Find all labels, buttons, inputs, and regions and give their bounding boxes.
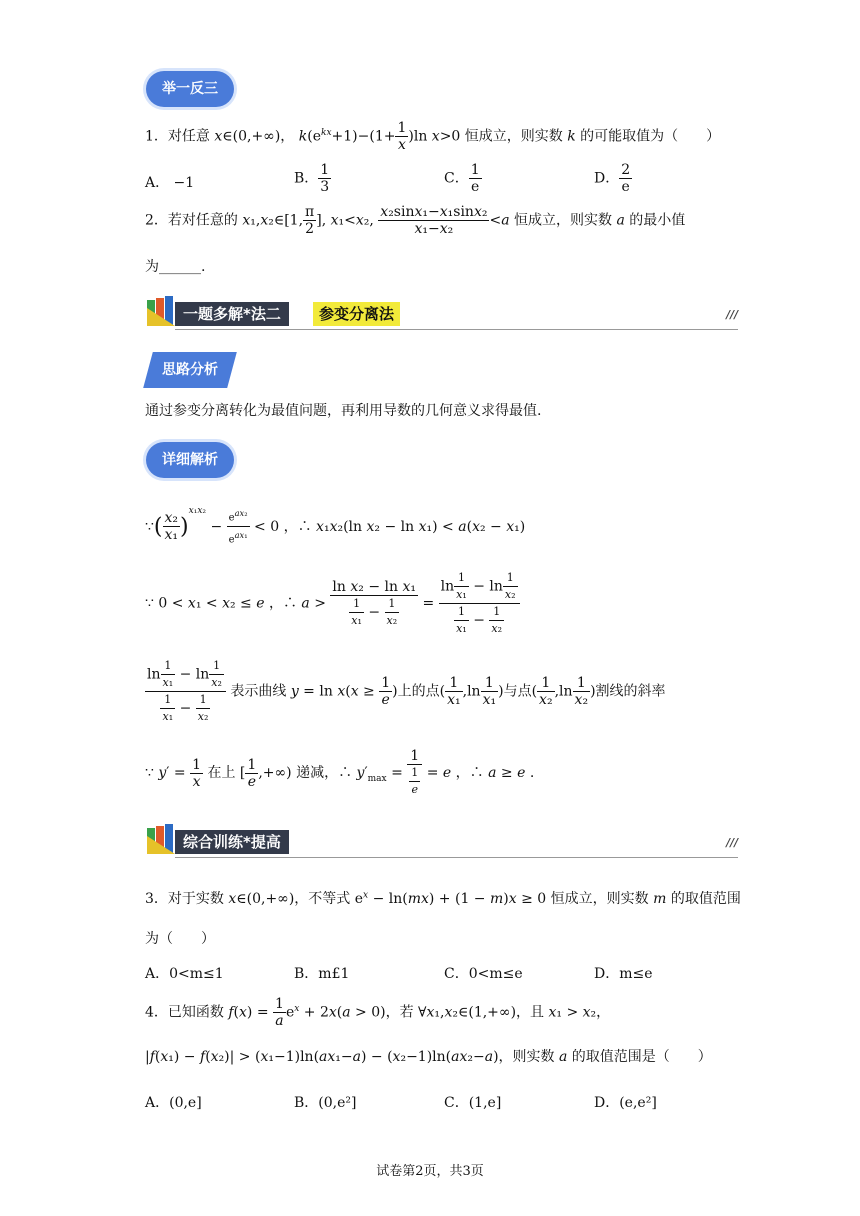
question-3-line1: 3．对于实数 x∈(0,+∞)，不等式 $e^x - \ln(mx) + (1 - m)x \ge 0$ 恒成立，则实数 m 的取值范围 bbox=[145, 890, 741, 907]
q4-option-d: D．(e,e²] bbox=[594, 1095, 657, 1111]
banner-line bbox=[175, 329, 738, 330]
q3-option-c: C．0<m≤e bbox=[444, 966, 523, 982]
q3-option-b: B．m£1 bbox=[294, 966, 350, 982]
banner-title: 综合训练*提高 bbox=[175, 830, 289, 854]
q1-option-a: A． −1 bbox=[145, 175, 195, 191]
detail-line-2: ∵ 0 < x₁ < x₂ ≤ e ，∴ a > ln x₂ − ln x₁ $\frac{1}{\text{x₁}}$ − $\frac{1}{\text{x₂}}$ = ln $\frac{1}{\text{x₁}}$ − ln $\frac{1}{\text{x₂}}$ $\frac{1}{\text{x₁}}$ − $\frac{1}{\text{x₂}}$ bbox=[145, 570, 520, 637]
question-4-line2: |f(x₁) − f(x₂)| > (x₁−1)ln(ax₁−a) − (x₂−1)ln(ax₂−a)，则实数 a 的取值范围是（ ） bbox=[145, 1049, 712, 1065]
banner-line bbox=[175, 857, 738, 858]
q4-option-a: A．(0,e] bbox=[145, 1095, 202, 1111]
page-footer: 试卷第2页，共3页 bbox=[376, 1164, 484, 1179]
q3-option-a: A．0<m≤1 bbox=[145, 966, 224, 982]
practice-badge: 举一反三 bbox=[146, 71, 234, 107]
banner-slash-icon: /// bbox=[725, 308, 738, 321]
question-3-line2: 为（ ） bbox=[145, 931, 215, 947]
book-ruler-icon bbox=[145, 294, 177, 332]
q4-option-b: B．(0,e²] bbox=[294, 1095, 357, 1111]
training-banner bbox=[145, 822, 738, 860]
analysis-badge: 思路分析 bbox=[143, 352, 237, 388]
banner-title: 一题多解*法二 bbox=[175, 302, 289, 326]
detail-line-1: ∵( $\frac{\text{x₂}}{\text{x₁}}$ )$^{x_1x_2}$ − $\frac{e^{ax_2}}{e^{ax_1}}$ < 0 ，∴ x₁x₂(ln x₂ − ln x₁) < a(x₂ − x₁) bbox=[145, 505, 526, 546]
q4-option-c: C．(1,e] bbox=[444, 1095, 502, 1111]
banner-slash-icon: /// bbox=[725, 836, 738, 849]
q1-option-b: B． $\frac{1}{3}$ bbox=[294, 162, 330, 195]
question-1: 1．对任意 x∈(0,+∞)， $k(e^{kx}+1)-(1+$ $\frac{1}{x}$ )ln x>0 恒成立，则实数 k 的可能取值为（ ） bbox=[145, 120, 721, 153]
question-2-line2: 为______. bbox=[145, 259, 206, 275]
book-ruler-icon bbox=[145, 822, 177, 860]
detail-line-4: ∵ y′ = $\frac{1}{x}$ 在上 [ $\frac{1}{e}$ ,+∞) 递减，∴ $y'_{max}$ = $\frac{1}{\frac{1}{e}}$ = e ，∴ a ≥ e . bbox=[145, 748, 535, 796]
q1-option-d: D． $\frac{2}{e}$ bbox=[594, 162, 631, 195]
detail-line-3: ln $\frac{1}{\text{x₁}}$ − ln $\frac{1}{\text{x₂}}$ $\frac{1}{\text{x₁}}$ − $\frac{1}{\text{x₂}}$ 表示曲线 y = ln x(x ≥ $\frac{1}{e}$ )上的点( $\frac{1}{\text{x₁}}$ ,ln $\frac{1}{\text{x₁}}$ )与点( $\frac{1}{\text{x₂}}$ ,ln $\frac{1}{\text{x₂}}$ )割线的斜率 bbox=[147, 659, 666, 723]
analysis-text: 通过参变分离转化为最值问题，再利用导数的几何意义求得最值. bbox=[145, 403, 542, 419]
q3-option-d: D．m≤e bbox=[594, 966, 653, 982]
detail-badge: 详细解析 bbox=[146, 442, 234, 478]
banner-subtitle: 参变分离法 bbox=[313, 302, 400, 326]
question-4-line1: 4．已知函数 f(x) = $\frac{1}{a}$ $e^x + 2x(a > 0)$，若 ∀x₁,x₂∈(1,+∞)，且 x₁ > x₂， bbox=[145, 996, 611, 1029]
q1-option-c: C． $\frac{1}{e}$ bbox=[444, 162, 480, 195]
method-banner bbox=[145, 294, 738, 332]
question-2-line1: 2．若对任意的 x₁,x₂∈[1, $\frac{\pi}{2}$ ], x₁<x₂, $\frac{\text{x₂sinx₁−x₁sinx₂}}{\text{x₁−x₂}}$ <a 恒成立，则实数 a 的最小值 bbox=[145, 204, 686, 237]
